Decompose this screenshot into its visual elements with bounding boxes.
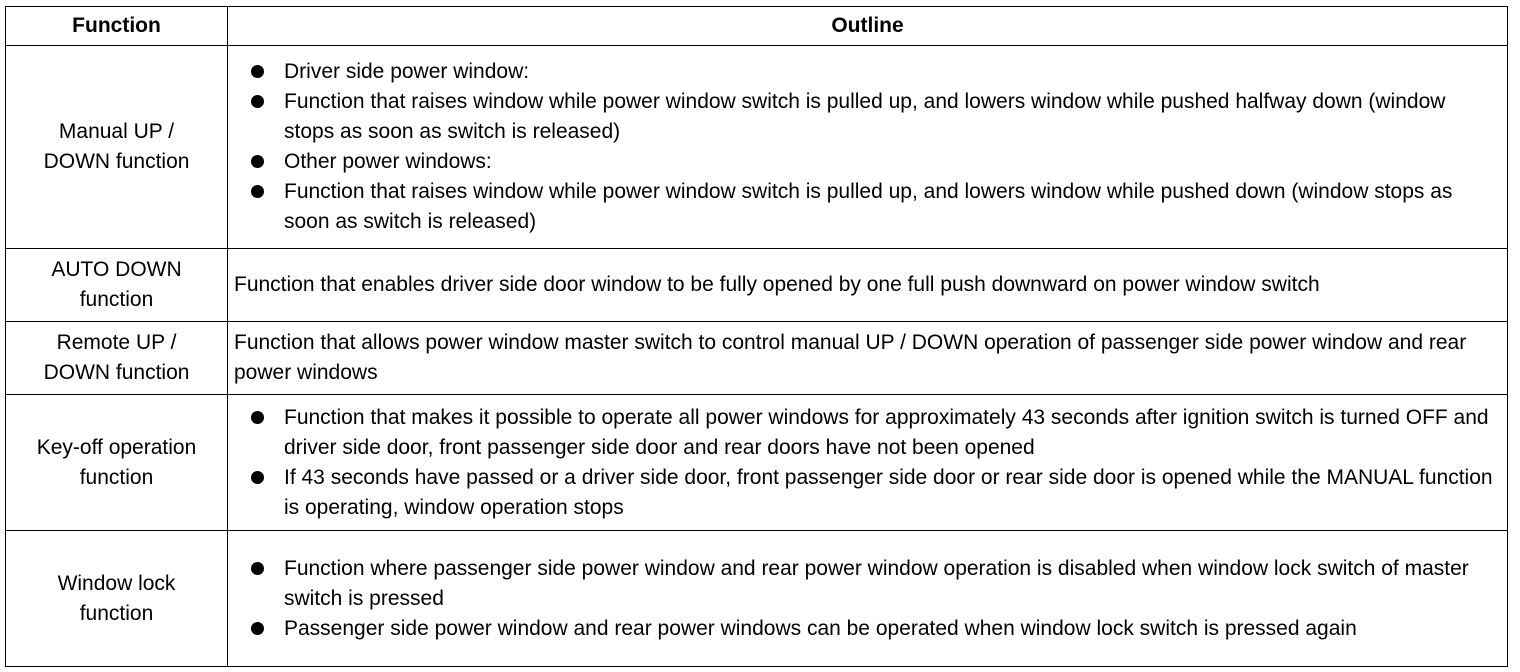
bullet-icon (251, 65, 264, 78)
function-name-line: Remote UP / (56, 331, 177, 354)
bullet-item (234, 554, 1501, 614)
table-row (6, 322, 1508, 395)
bullet-icon (251, 471, 264, 484)
outline-cell: Function that allows power window master switch to control manual UP / DOWN operation of passenger side power window and rear power windows (228, 322, 1508, 395)
function-name-line: AUTO DOWN (51, 258, 182, 281)
power-window-function-table (5, 6, 1508, 667)
function-name-line: function (79, 601, 154, 625)
function-name-line: Window lock (57, 571, 176, 595)
outline-cell: Function that enables driver side door window to be fully opened by one full push downward on power window switch (228, 249, 1508, 322)
bullet-list (234, 403, 1501, 523)
bullet-icon (251, 562, 264, 575)
function-name-line: DOWN function (43, 150, 190, 173)
bullet-text: Driver side power window: (284, 60, 530, 83)
bullet-icon (251, 95, 264, 108)
function-cell (6, 249, 228, 322)
header-row (6, 7, 1508, 46)
function-cell (6, 46, 228, 249)
table-row (6, 46, 1508, 249)
bullet-item (234, 403, 1501, 463)
bullet-text: Passenger side power window and rear power windows can be operated when window lock switch is pressed again (284, 616, 1357, 640)
bullet-item (234, 177, 1501, 237)
bullet-text: Function that raises window while power window switch is pulled up, and lowers window while pushed down (window stops as soon as switch is released) (284, 180, 1453, 233)
bullet-text: Function that makes it possible to operate all power windows for approximately 43 seconds after ignition switch is turned OFF and driver side door, front passenger side door and rear doors have not been opened (284, 405, 1489, 459)
bullet-list (234, 554, 1501, 644)
bullet-item (234, 614, 1501, 644)
bullet-item (234, 57, 1501, 87)
bullet-icon (251, 155, 264, 168)
bullet-item (234, 87, 1501, 147)
bullet-item (234, 463, 1501, 523)
function-name-line: function (79, 288, 154, 311)
outline-cell (228, 531, 1508, 667)
bullet-list (234, 57, 1501, 237)
outline-cell (228, 46, 1508, 249)
bullet-icon (251, 185, 264, 198)
table-row (6, 249, 1508, 322)
outline-cell (228, 395, 1508, 531)
function-name-line: Manual UP / (58, 120, 175, 143)
function-name-line: function (79, 465, 154, 489)
bullet-text: Function where passenger side power window and rear power window operation is disabled when window lock switch of master switch is pressed (284, 556, 1469, 610)
function-name-line: Key-off operation (36, 435, 197, 459)
table-row (6, 531, 1508, 667)
function-cell (6, 395, 228, 531)
bullet-text: Function that raises window while power window switch is pulled up, and lowers window while pushed halfway down (window stops as soon as switch is released) (284, 90, 1446, 143)
function-cell (6, 322, 228, 395)
bullet-item (234, 147, 1501, 177)
bullet-text: If 43 seconds have passed or a driver side door, front passenger side door or rear side door is opened while the MANUAL function is operating, window operation stops (284, 465, 1493, 519)
function-cell (6, 531, 228, 667)
table-row (6, 395, 1508, 531)
function-name-line: DOWN function (43, 361, 190, 384)
header-outline: Outline (228, 7, 1508, 46)
header-function: Function (6, 7, 228, 46)
bullet-icon (251, 622, 264, 635)
bullet-icon (251, 411, 264, 424)
bullet-text: Other power windows: (284, 150, 492, 173)
